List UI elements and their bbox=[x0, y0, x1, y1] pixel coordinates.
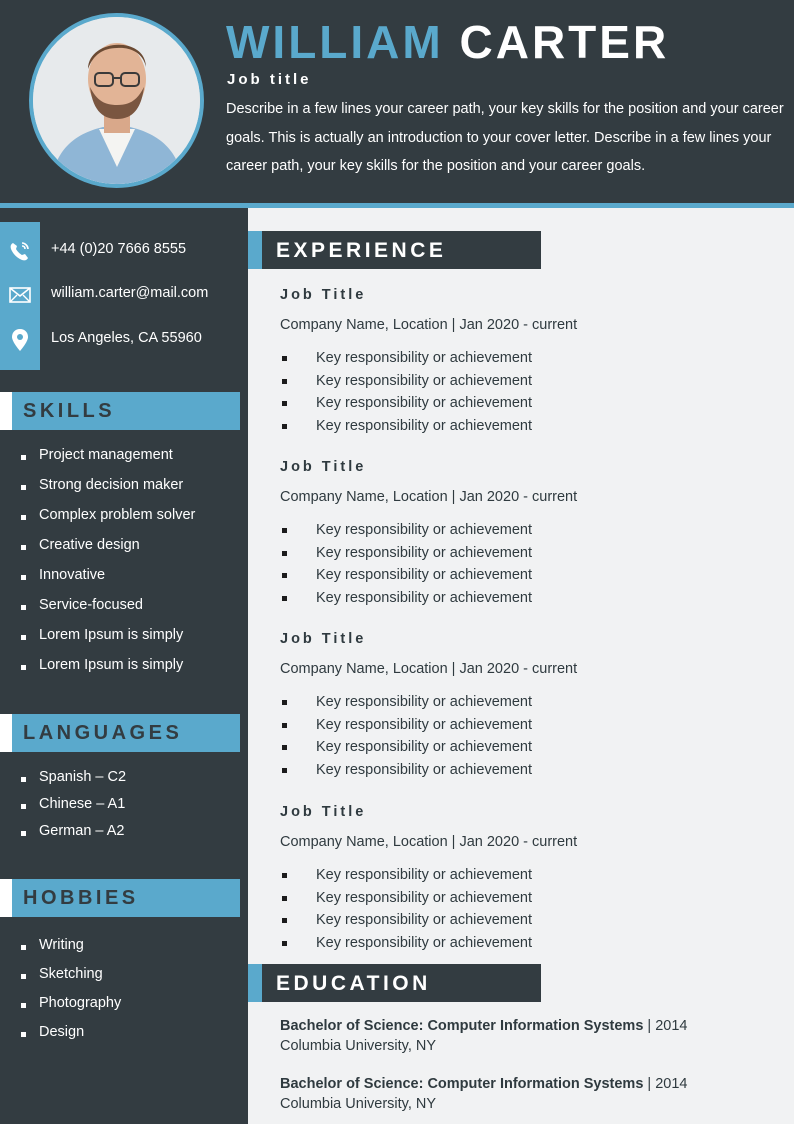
last-name: CARTER bbox=[459, 16, 670, 68]
degree-title: Bachelor of Science: Computer Information Systems bbox=[280, 1076, 644, 1092]
list-item: Innovative bbox=[0, 567, 248, 597]
location-text: Los Angeles, CA 55960 bbox=[51, 330, 202, 346]
list-item: Key responsibility or achievement bbox=[280, 567, 760, 590]
phone-icon bbox=[6, 238, 34, 264]
responsibility-list bbox=[280, 522, 760, 612]
job-title: Job Title bbox=[280, 804, 367, 820]
hobbies-heading bbox=[0, 879, 240, 917]
list-item: Lorem Ipsum is simply bbox=[0, 657, 248, 687]
experience-heading bbox=[248, 231, 541, 269]
list-item: Complex problem solver bbox=[0, 507, 248, 537]
list-item: Photography bbox=[0, 995, 248, 1024]
list-item: Key responsibility or achievement bbox=[280, 694, 760, 717]
company-line: Company Name, Location | Jan 2020 - current bbox=[280, 661, 578, 677]
list-item: Creative design bbox=[0, 537, 248, 567]
list-item: Service-focused bbox=[0, 597, 248, 627]
list-item: Key responsibility or achievement bbox=[280, 418, 760, 441]
degree-year: | 2014 bbox=[647, 1018, 688, 1034]
list-item: Key responsibility or achievement bbox=[280, 867, 760, 890]
skills-list bbox=[0, 447, 248, 687]
avatar bbox=[29, 13, 204, 188]
company-line: Company Name, Location | Jan 2020 - current bbox=[280, 317, 578, 333]
languages-list bbox=[0, 769, 248, 850]
list-item: Key responsibility or achievement bbox=[280, 739, 760, 762]
list-item: German – A2 bbox=[0, 823, 248, 850]
header-job-title: Job title bbox=[227, 71, 312, 88]
languages-heading bbox=[0, 714, 240, 752]
languages-heading-label: LANGUAGES bbox=[23, 722, 183, 744]
first-name: WILLIAM bbox=[226, 16, 444, 68]
experience-heading-label: EXPERIENCE bbox=[276, 239, 447, 262]
job-title: Job Title bbox=[280, 459, 367, 475]
hobbies-heading-label: HOBBIES bbox=[23, 887, 139, 909]
phone-number: +44 (0)20 7666 8555 bbox=[51, 241, 187, 257]
list-item: Key responsibility or achievement bbox=[280, 522, 760, 545]
list-item: Key responsibility or achievement bbox=[280, 935, 760, 958]
list-item: Chinese – A1 bbox=[0, 796, 248, 823]
list-item: Writing bbox=[0, 937, 248, 966]
list-item: Project management bbox=[0, 447, 248, 477]
list-item: Sketching bbox=[0, 966, 248, 995]
education-heading bbox=[248, 964, 541, 1002]
contact-location bbox=[0, 325, 248, 355]
list-item: Key responsibility or achievement bbox=[280, 762, 760, 785]
intro-text: Describe in a few lines your career path, your key skills for the position and your career goals. This is actually an introduction to your cover letter. Describe in a few lines your career path, your key skills for the position and your career goals. bbox=[226, 101, 784, 174]
list-item: Key responsibility or achievement bbox=[280, 373, 760, 396]
job-title: Job Title bbox=[280, 287, 367, 303]
list-item: Lorem Ipsum is simply bbox=[0, 627, 248, 657]
list-item: Key responsibility or achievement bbox=[280, 717, 760, 740]
responsibility-list bbox=[280, 694, 760, 784]
skills-heading-label: SKILLS bbox=[23, 400, 116, 422]
header bbox=[0, 0, 794, 203]
company-line: Company Name, Location | Jan 2020 - current bbox=[280, 489, 578, 505]
email-address[interactable]: william.carter@mail.com bbox=[51, 285, 209, 301]
company-line: Company Name, Location | Jan 2020 - current bbox=[280, 834, 578, 850]
education-heading-label: EDUCATION bbox=[276, 972, 431, 995]
list-item: Strong decision maker bbox=[0, 477, 248, 507]
school-name: Columbia University, NY bbox=[280, 1096, 437, 1112]
list-item: Spanish – C2 bbox=[0, 769, 248, 796]
list-item: Key responsibility or achievement bbox=[280, 912, 760, 935]
list-item: Key responsibility or achievement bbox=[280, 890, 760, 913]
school-name: Columbia University, NY bbox=[280, 1038, 437, 1054]
responsibility-list bbox=[280, 867, 760, 957]
job-title: Job Title bbox=[280, 631, 367, 647]
contact-phone bbox=[0, 236, 248, 266]
contact-email bbox=[0, 280, 248, 310]
list-item: Design bbox=[0, 1024, 248, 1053]
skills-heading bbox=[0, 392, 240, 430]
portrait-photo bbox=[33, 17, 200, 184]
sidebar bbox=[0, 208, 248, 1124]
degree-title: Bachelor of Science: Computer Information Systems bbox=[280, 1018, 644, 1034]
responsibility-list bbox=[280, 350, 760, 440]
list-item: Key responsibility or achievement bbox=[280, 395, 760, 418]
location-icon bbox=[6, 327, 34, 353]
hobbies-list bbox=[0, 937, 248, 1053]
list-item: Key responsibility or achievement bbox=[280, 350, 760, 373]
full-name bbox=[226, 16, 669, 68]
degree-year: | 2014 bbox=[647, 1076, 688, 1092]
list-item: Key responsibility or achievement bbox=[280, 545, 760, 568]
list-item: Key responsibility or achievement bbox=[280, 590, 760, 613]
email-icon bbox=[6, 282, 34, 308]
